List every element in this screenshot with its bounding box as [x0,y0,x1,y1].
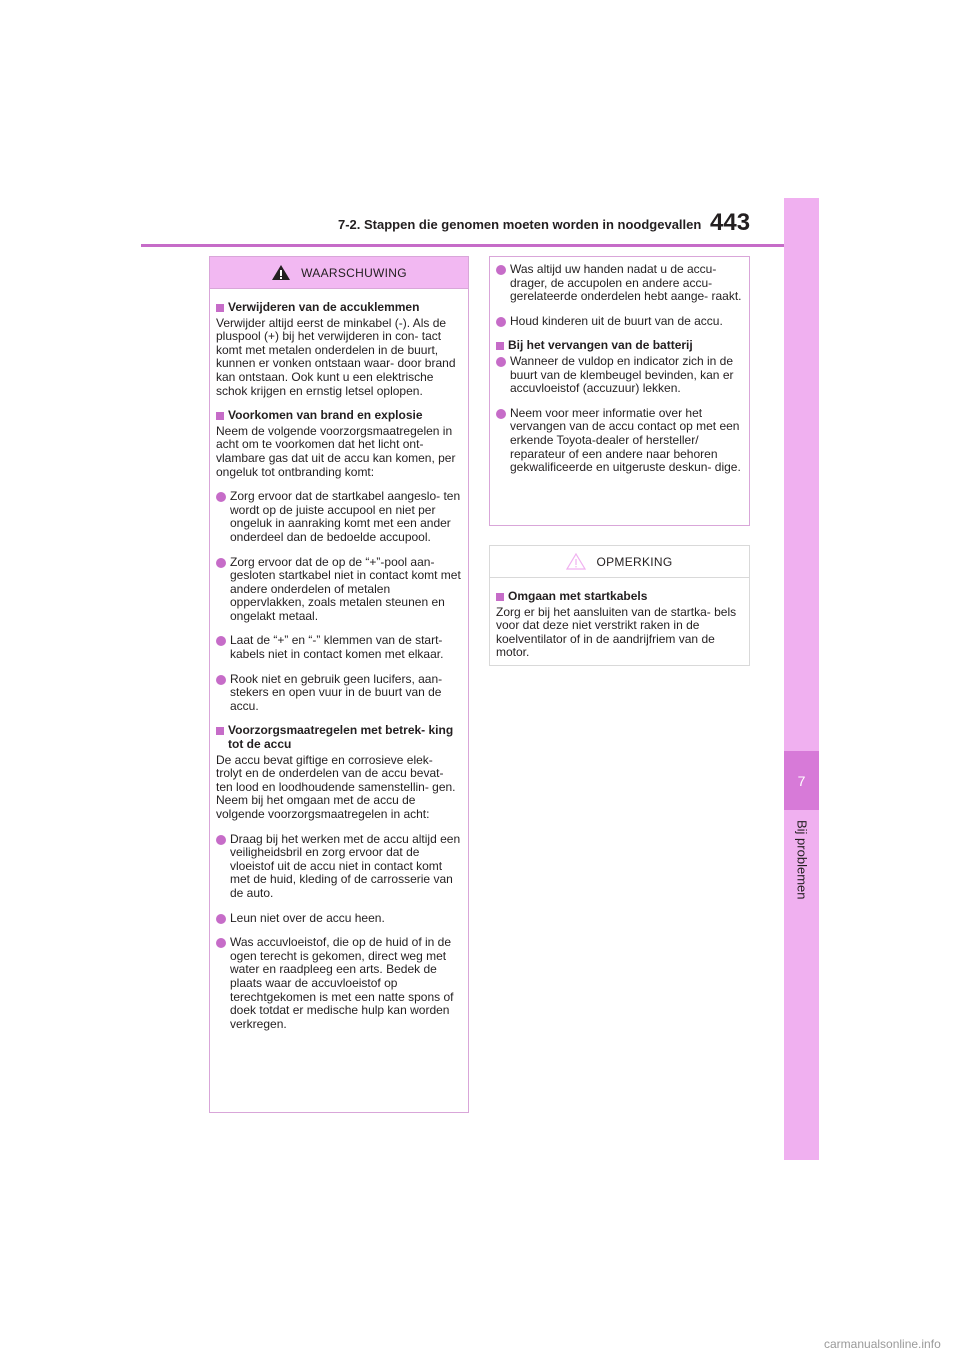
header-rule [141,244,784,247]
section-heading [496,590,743,604]
list-item-text: Zorg ervoor dat de op de “+”-pool aan- gesloten startkabel niet in contact komt met andere onderdelen of metalen oppervlakken, zoals metalen steunen en ongelakt metaal. [230,554,461,623]
section-heading-text: Verwijderen van de accuklemmen [228,300,420,314]
warning-title: WAARSCHUWING [301,265,407,280]
circle-bullet-icon [216,675,226,685]
list-item [496,355,743,396]
circle-bullet-icon [216,636,226,646]
note-title: OPMERKING [596,554,673,569]
circle-bullet-icon [216,938,226,948]
circle-bullet-icon [216,835,226,845]
warning-continuation-body [490,257,749,475]
watermark-text[interactable]: carmanualsonline.info [824,1337,941,1351]
circle-bullet-icon [496,357,506,367]
square-bullet-icon [216,304,224,312]
list-item-text: Houd kinderen uit de buurt van de accu. [510,313,723,328]
chapter-number-tab[interactable] [784,751,819,810]
list-item [216,556,462,624]
note-header [490,546,749,578]
list-item [216,833,462,901]
circle-bullet-icon [216,558,226,568]
circle-bullet-icon [496,265,506,275]
paragraph: De accu bevat giftige en corrosieve elek- trolyt en de onderdelen van de accu bevat- ten lood en loodhoudende samenstellin- gen. Neem bij het omgaan met de accu de volgende voorzorgsmaatregelen in acht: [216,752,456,821]
list-item [216,490,462,544]
list-item-text: Zorg ervoor dat de startkabel aangeslo- ten wordt op de juiste accupool en niet per ongeluk in aanraking komt met een ander onderdeel dan de bedoelde accupool. [230,489,461,544]
chapter-title: Bij problemen [794,820,810,900]
warning-continuation-box [489,256,750,526]
square-bullet-icon [216,727,224,735]
list-item-text: Laat de “+” en “-” klemmen van de start- kabels niet in contact komen met elkaar. [230,633,444,662]
circle-bullet-icon [216,914,226,924]
list-item [496,407,743,475]
paragraph: Verwijder altijd eerst de minkabel (-). Als de pluspool (+) bij het verwijderen in con- tact komt met metalen onderdelen in de buurt, kunnen er vonken ontstaan waar- door brand kan ontstaan. Ook kunt u een elektrische schok krijgen en ernstig letsel oplopen. [216,315,456,398]
warning-box [209,256,469,1113]
square-bullet-icon [216,412,224,420]
section-heading [216,301,462,315]
list-item [216,673,462,714]
section-heading [216,724,462,751]
list-item [496,315,743,329]
section-heading-text: Omgaan met startkabels [508,589,648,603]
list-item-text: Was altijd uw handen nadat u de accu- drager, de accupolen en andere accu- gerelateerde onderdelen hebt aange- raakt. [510,262,742,304]
warning-triangle-icon [271,264,291,281]
paragraph: Zorg er bij het aansluiten van de startka- bels voor dat deze niet verstrikt raken in de koelventilator of in de aandrijfriem van de motor. [496,604,737,660]
section-heading [216,409,462,423]
list-item-text: Rook niet en gebruik geen lucifers, aan- stekers en open vuur in de buurt van de accu. [230,671,443,713]
circle-bullet-icon [496,317,506,327]
note-body [490,578,749,660]
list-item [216,634,462,661]
list-item-text: Was accuvloeistof, die op de huid of in de ogen terecht is gekomen, direct weg met water en raadpleeg een arts. Bedek de plaats waar de accuvloeistof op terechtgekomen is met een natte spons of doek totdat er medische hulp kan worden verkregen. [230,935,454,1031]
note-box [489,545,750,666]
paragraph: Neem de volgende voorzorgsmaatregelen in acht om te voorkomen dat het licht ont- vlambare gas dat uit de accu kan komen, per ongeluk tot ontbranding komt: [216,423,456,479]
chapter-sidebar [784,198,819,1160]
chapter-number: 7 [797,772,806,789]
list-item [216,912,462,926]
square-bullet-icon [496,593,504,601]
list-item-text: Draag bij het werken met de accu altijd een veiligheidsbril en zorg ervoor dat de vloeistof uit de accu niet in contact komt met de huid, kleding of de carrosserie van de auto. [230,831,461,900]
list-item [496,263,743,304]
list-item-text: Neem voor meer informatie over het vervangen van de accu contact op met een erkende Toyota-dealer of hersteller/ reparateur of een andere naar behoren gekwalificeerde en uitgeruste deskun- dige. [510,405,741,475]
list-item-text: Wanneer de vuldop en indicator zich in de buurt van de klembeugel bevinden, kan er accuvloeistof (accuzuur) lekken. [510,353,734,396]
warning-body [210,289,468,1031]
section-title: 7-2. Stappen die genomen moeten worden in noodgevallen [338,217,702,232]
section-heading [496,339,743,353]
circle-bullet-icon [496,409,506,419]
page-number: 443 [710,209,751,236]
list-item-text: Leun niet over de accu heen. [230,910,385,925]
warning-header [210,257,468,289]
list-item [216,936,462,1031]
section-heading-text: Bij het vervangen van de batterij [508,338,693,353]
section-heading-text: Voorkomen van brand en explosie [228,408,423,423]
caution-triangle-icon [566,553,586,570]
circle-bullet-icon [216,492,226,502]
square-bullet-icon [496,342,504,350]
section-heading-text: Voorzorgsmaatregelen met betrek- king tot de accu [228,723,454,752]
